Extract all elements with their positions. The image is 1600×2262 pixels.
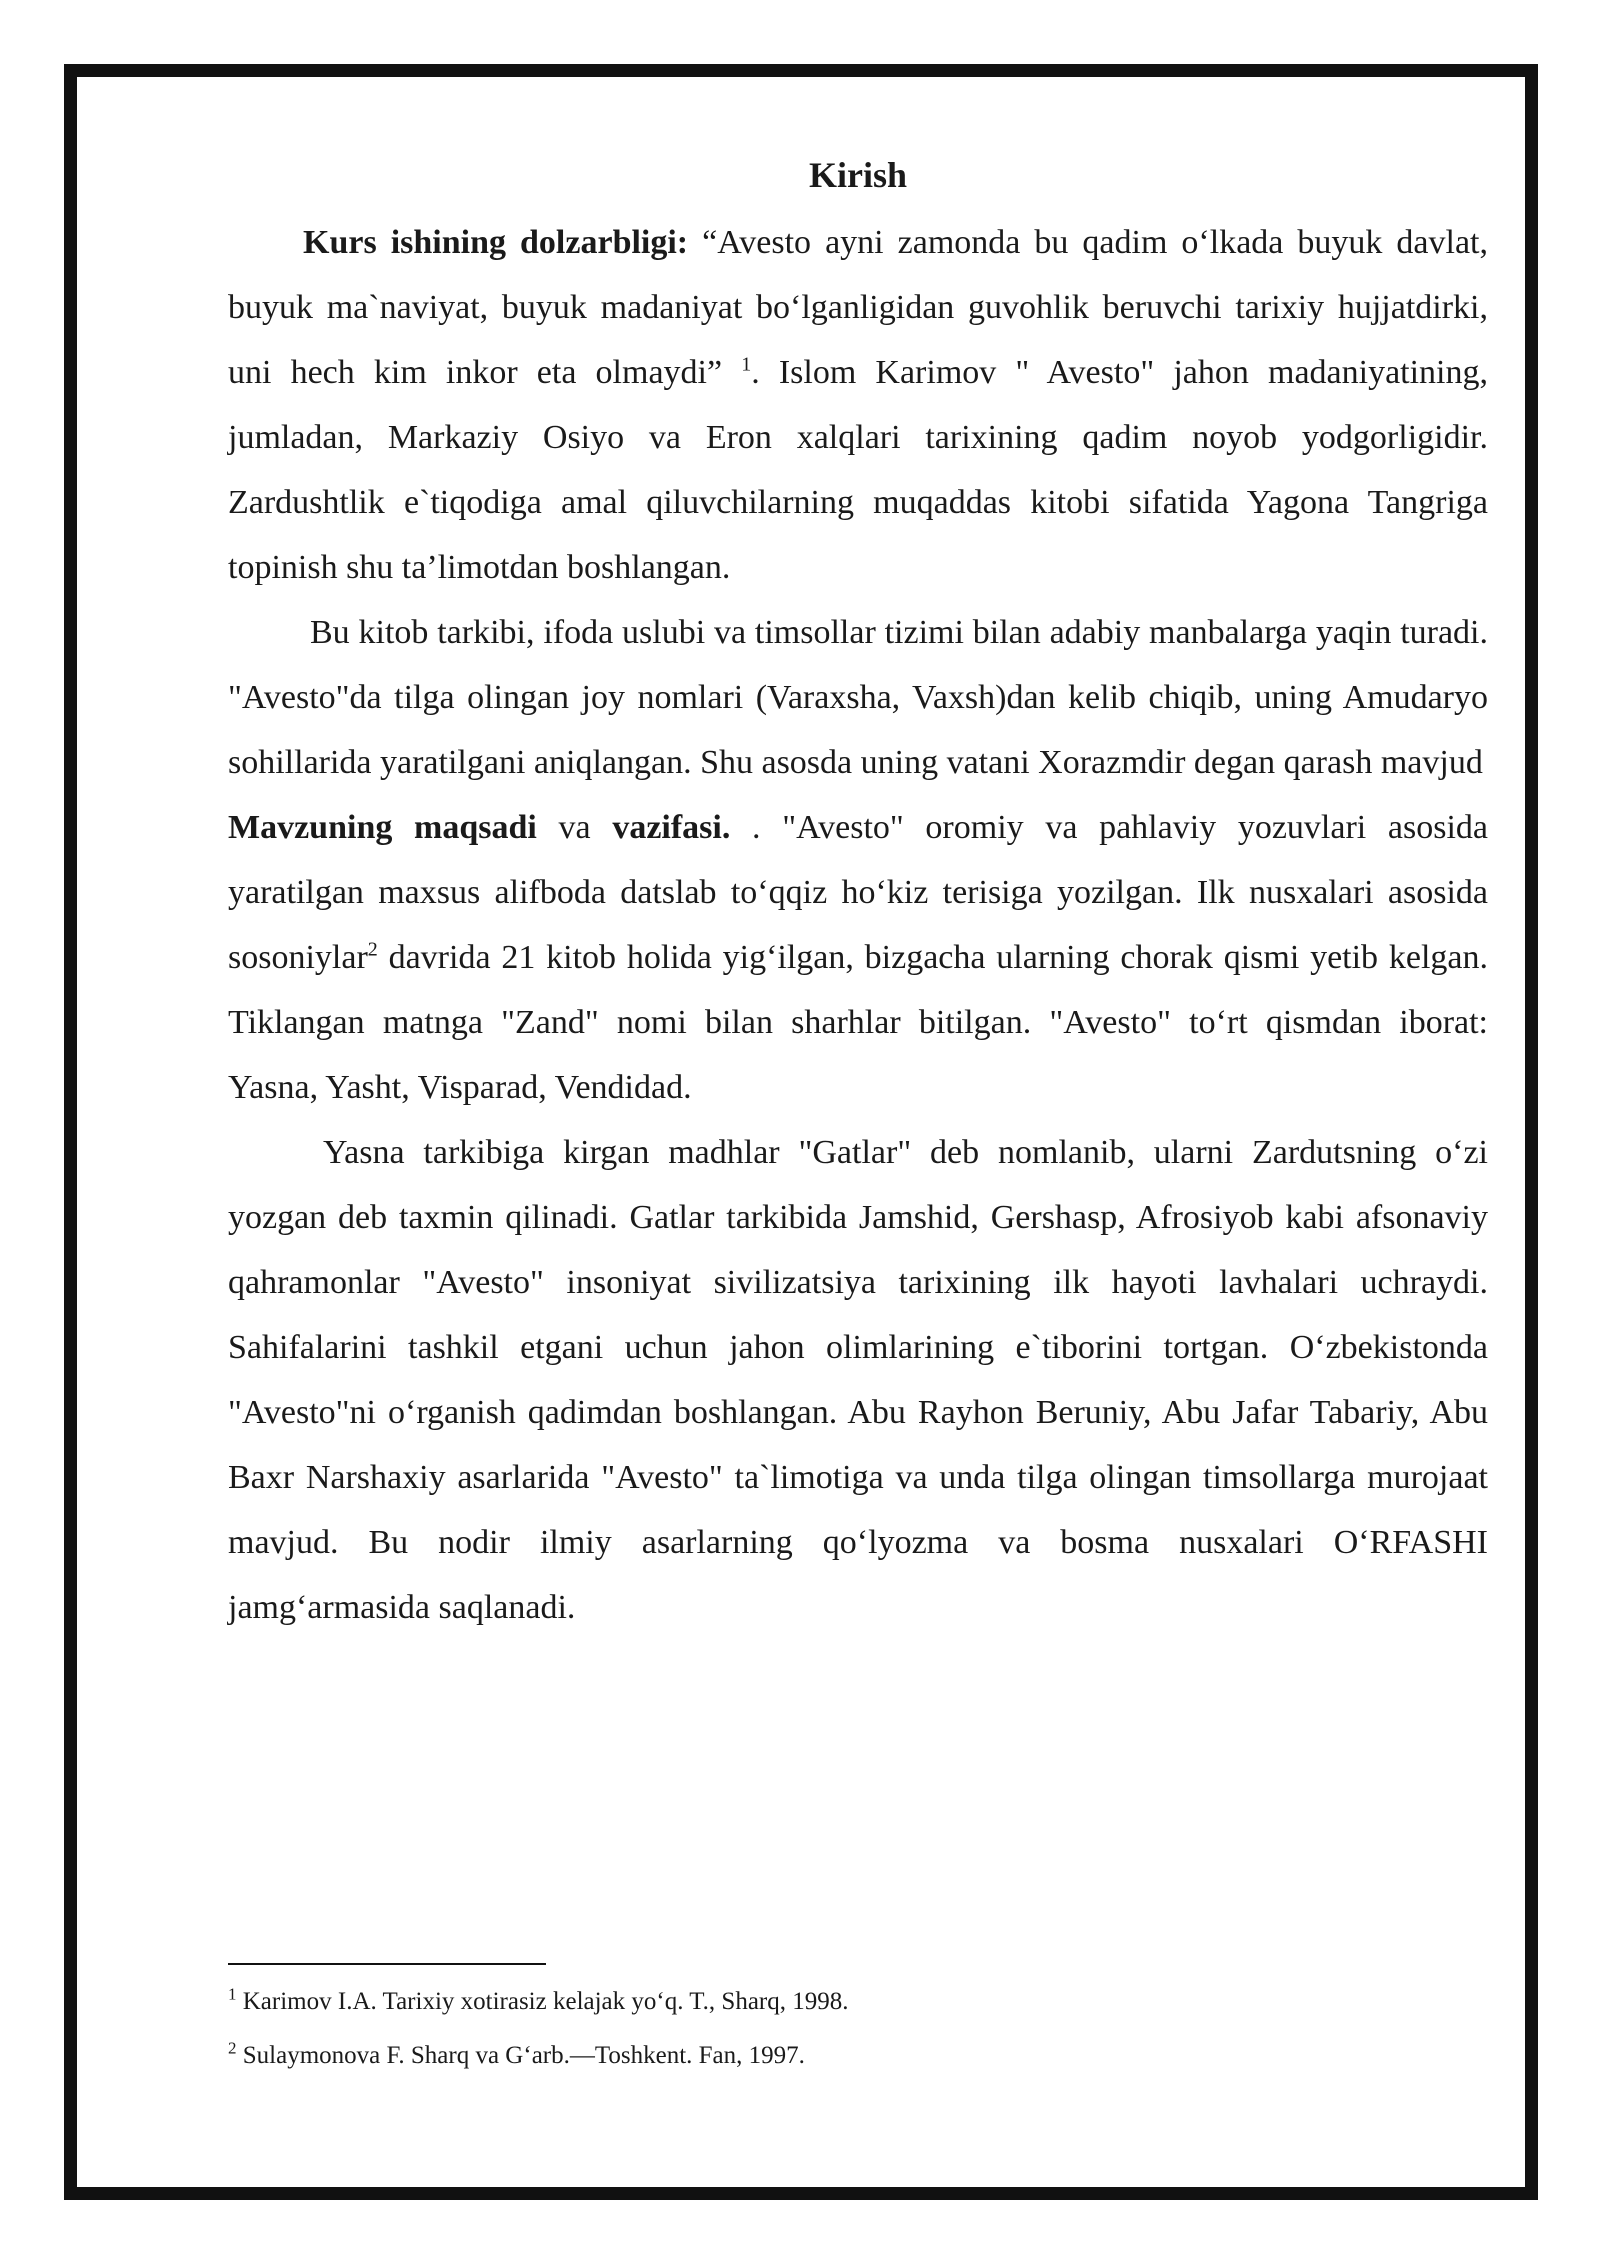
footnote-separator (228, 1963, 546, 1965)
goal-connector: va (536, 809, 613, 846)
footnote-text: Karimov I.A. Tarixiy xotirasiz kelajak yo‘q. T., Sharq, 1998. (236, 1988, 849, 2015)
footnote-ref-1[interactable]: 1 (741, 353, 752, 376)
footnote-number: 1 (228, 1984, 237, 2004)
paragraph-relevance (228, 210, 1488, 600)
paragraph-goal (228, 795, 1488, 1120)
goal-heading: Mavzuning maqsadi (228, 809, 537, 846)
relevance-text: “Avesto ayni zamonda bu qadim o‘lkada buyuk davlat, buyuk ma`naviyat, buyuk madaniyat bo‘lganligidan guvohlik beruvchi tarixiy hujjatdirki, uni hech kim inkor eta olmaydi” (228, 224, 1488, 391)
footnote-ref-2[interactable]: 2 (367, 938, 378, 961)
goal-text: . "Avesto" oromiy va pahlaviy yozuvlari asosida yaratilgan maxsus alifboda datslab to‘qqiz ho‘kiz terisiga yozilgan. Ilk nusxalari asosida sosoniylar (228, 809, 1488, 976)
footnote-number: 2 (228, 2038, 237, 2058)
footnote-1 (228, 1975, 1488, 2029)
goal-text-continued: davrida 21 kitob holida yig‘ilgan, bizgacha ularning chorak qismi yetib kelgan. Tiklangan matnga "Zand" nomi bilan sharhlar bitilgan. "Avesto" to‘rt qismdan iborat: Yasna, Yasht, Visparad, Vendidad. (228, 939, 1488, 1106)
relevance-text-continued: . Islom Karimov " Avesto" jahon madaniyatining, jumladan, Markaziy Osiyo va Eron xalqlari tarixining qadim noyob yodgorligidir. Zardushtlik e`tiqodiga amal qiluvchilarning muqaddas kitobi sifatida Yagona Tangriga topinish shu ta’limotdan boshlangan. (228, 354, 1488, 586)
paragraph-yasna: Yasna tarkibiga kirgan madhlar "Gatlar" deb nomlanib, ularni Zardutsning o‘zi yozgan deb taxmin qilinadi. Gatlar tarkibida Jamshid, Gershasp, Afrosiyob kabi afsonaviy qahramonlar "Avesto" insoniyat sivilizatsiya tarixining ilk hayoti lavhalari uchraydi. Sahifalarini tashkil etgani uchun jahon olimlarining e`tiborini tortgan. O‘zbekistonda "Avesto"ni o‘rganish qadimdan boshlangan. Abu Rayhon Beruniy, Abu Jafar Tabariy, Abu Baxr Narshaxiy asarlarida "Avesto" ta`limotiga va unda tilga olingan timsollarga murojaat mavjud. Bu nodir ilmiy asarlarning qo‘lyozma va bosma nusxalari O‘RFASHI jamg‘armasida saqlanadi. (228, 1134, 1488, 1626)
footnotes (228, 1975, 1488, 2083)
page-title: Kirish (808, 155, 907, 195)
document-body (228, 140, 1488, 1640)
relevance-heading: Kurs ishining dolzarbligi: (303, 224, 689, 261)
paragraph-book-structure: Bu kitob tarkibi, ifoda uslubi va timsollar tizimi bilan adabiy manbalarga yaqin turadi. "Avesto"da tilga olingan joy nomlari (Varaxsha, Vaxsh)dan kelib chiqib, uning Amudaryo sohillarida yaratilgani aniqlangan. Shu asosda uning vatani Xorazmdir degan qarash mavjud (228, 614, 1488, 781)
footnote-text: Sulaymonova F. Sharq va G‘arb.—Toshkent. Fan, 1997. (236, 2042, 805, 2069)
footnote-2 (228, 2029, 1488, 2083)
tasks-heading: vazifasi. (612, 809, 731, 846)
